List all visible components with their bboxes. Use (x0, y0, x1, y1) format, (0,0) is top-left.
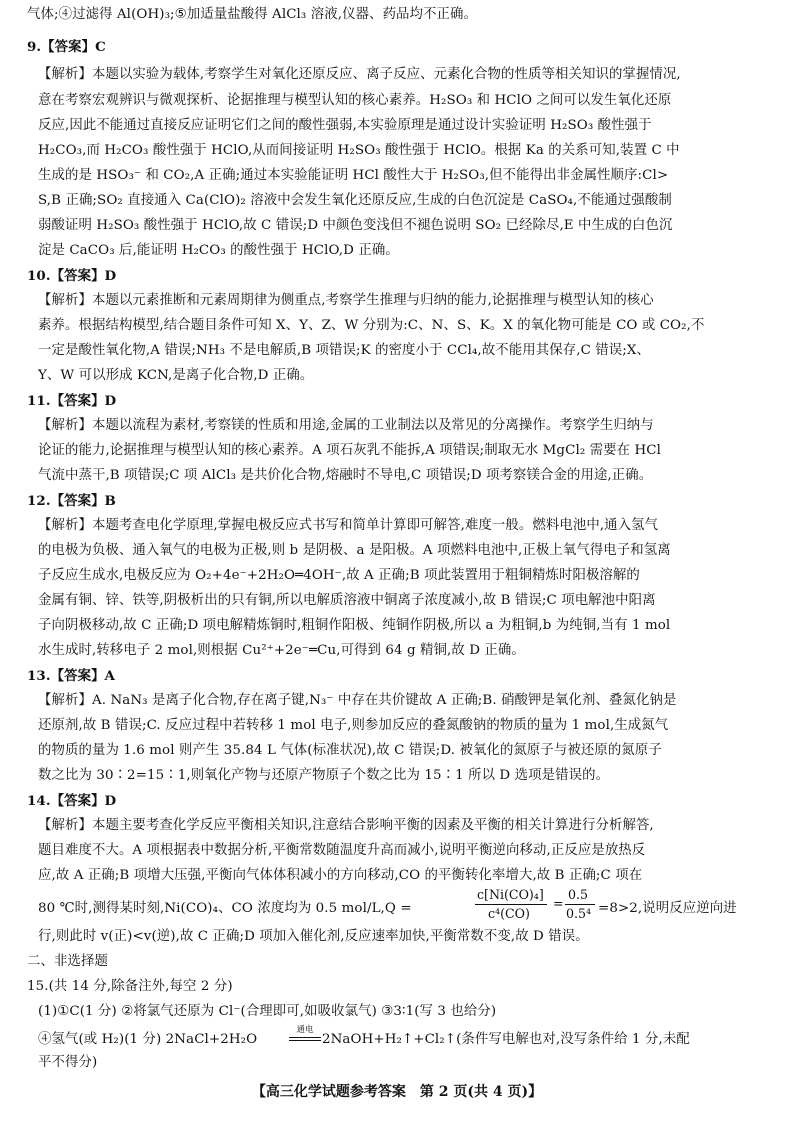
text-line: 弱酸证明 H₂SO₃ 酸性强于 HClO,故 C 错误;D 中颜色变浅但不褪色说明 SO₂ 已经除尽,E 中生成的白色沉 (38, 218, 673, 233)
text-line: 水生成时,转移电子 2 mol,则根据 Cu²⁺+2e⁻═Cu,可得到 64 g 精铜,故 D 正确。 (38, 643, 525, 658)
text-line: 平不得分) (38, 1055, 98, 1070)
text-line: 气体;④过滤得 Al(OH)₃;⑤加适量盐酸得 AlCl₃ 溶液,仪器、药品均不正确。 (27, 7, 478, 22)
text-line: 数之比为 30∶2=15∶1,则氧化产物与还原产物原子个数之比为 15∶1 所以 D 选项是错误的。 (38, 768, 610, 783)
equation-arrow-line (289, 1037, 321, 1038)
text-line: 生成的是 HSO₃⁻ 和 CO₂,A 正确;通过本实验能证明 HCl 酸性大于 H₂SO₃,但不能得出非金属性顺序:Cl> (38, 168, 669, 183)
text-line: 素养。根据结构模型,结合题目条件可知 X、Y、Z、W 分别为:C、N、S、K。X 的氧化物可能是 CO 或 CO₂,不 (38, 318, 705, 333)
formula-line-prefix: 80 ℃时,测得某时刻,Ni(CO)₄、CO 浓度均为 0.5 mol/L,Q = (38, 901, 412, 916)
text-line: 金属有铜、锌、铁等,阴极析出的只有铜,所以电解质溶液中铜离子浓度减小,故 B 错误;C 项电解池中阳离 (38, 593, 656, 608)
section-heading: 二、非选择题 (27, 954, 108, 969)
text-line: 【解析】本题以流程为素材,考察镁的性质和用途,金属的工业制法以及常见的分离操作。考察学生归纳与 (38, 418, 654, 433)
equation-line-suffix: 2NaOH+H₂↑+Cl₂↑(条件写电解也对,没写条件给 1 分,未配 (322, 1032, 690, 1047)
text-line: 气流中蒸干,B 项错误;C 项 AlCl₃ 是共价化合物,熔融时不导电,C 项错误;D 项考察镁合金的用途,正确。 (38, 468, 653, 483)
answer-heading-10: 10.【答案】D (27, 268, 117, 284)
text-line: 的物质的量为 1.6 mol 则产生 35.84 L 气体(标准状况),故 C 错误;D. 被氧化的氮原子与被还原的氮原子 (38, 743, 662, 758)
text-line: S,B 正确;SO₂ 直接通入 Ca(ClO)₂ 溶液中会发生氧化还原反应,生成的白色沉淀是 CaSO₄,不能通过强酸制 (38, 193, 672, 208)
text-line: 题目难度不大。A 项根据表中数据分析,平衡常数随温度升高而减小,说明平衡逆向移动,正反应是放热反 (38, 843, 646, 858)
answer-heading-13: 13.【答案】A (27, 668, 116, 684)
text-line: (1)①C(1 分) ②将氯气还原为 Cl⁻(合理即可,如吸收氯气) ③3∶1(写 3 也给分) (38, 1004, 497, 1019)
text-line: 应,故 A 正确;B 项增大压强,平衡向气体体积减小的方向移动,CO 的平衡转化率增大,故 B 正确;C 项在 (38, 868, 643, 883)
fraction-denominator-value: 0.5⁴ (566, 906, 592, 921)
answer-heading-14: 14.【答案】D (27, 793, 117, 809)
text-line: 【解析】本题以元素推断和元素周期律为侧重点,考察学生推理与归纳的能力,论据推理与模型认知的核心 (38, 293, 654, 308)
fraction-equals: = (553, 896, 564, 911)
text-line: 一定是酸性氧化物,A 错误;NH₃ 不是电解质,B 项错误;K 的密度小于 CCl₄,故不能用其保存,C 错误;X、 (38, 343, 650, 358)
question-heading-15: 15.(共 14 分,除备注外,每空 2 分) (27, 979, 233, 994)
text-line: 子向阴极移动,故 C 正确;D 项电解精炼铜时,粗铜作阳极、纯铜作阴极,所以 a 为粗铜,b 为纯铜,当有 1 mol (38, 618, 671, 633)
text-line: 【解析】本题主要考查化学反应平衡相关知识,注意结合影响平衡的因素及平衡的相关计算进行分析解答, (38, 818, 654, 833)
formula-line-suffix: =8>2,说明反应逆向进 (598, 901, 737, 916)
answer-heading-12: 12.【答案】B (27, 493, 116, 509)
text-line: 的电极为负极、通入氧气的电极为正极,则 b 是阴极、a 是阳极。A 项燃料电池中,正极上氧气得电子和氢离 (38, 543, 671, 558)
fraction-numerator-q: c[Ni(CO)₄] (477, 887, 544, 902)
fraction-bar (475, 904, 547, 905)
text-line: 淀是 CaCO₃ 后,能证明 H₂CO₃ 的酸性强于 HClO,D 正确。 (38, 243, 399, 258)
text-line: 论证的能力,论据推理与模型认知的核心素养。A 项石灰乳不能拆,A 项错误;制取无水 MgCl₂ 需要在 HCl (38, 443, 661, 458)
reaction-condition: 通电 (296, 1025, 314, 1035)
text-line: 【解析】本题考查电化学原理,掌握电极反应式书写和简单计算即可解答,难度一般。燃料电池中,通入氢气 (38, 518, 659, 533)
answer-heading-9: 9.【答案】C (27, 39, 106, 55)
answer-heading-11: 11.【答案】D (27, 393, 117, 409)
equation-line-prefix: ④氢气(或 H₂)(1 分) 2NaCl+2H₂O (38, 1032, 258, 1047)
text-line: 子反应生成水,电极反应为 O₂+4e⁻+2H₂O═4OH⁻,故 A 正确;B 项此装置用于粗铜精炼时阳极溶解的 (38, 568, 640, 583)
text-line: 行,则此时 v(正)<v(逆),故 C 正确;D 项加入催化剂,反应速率加快,平衡常数不变,故 D 错误。 (38, 929, 589, 944)
page-footer: 【高三化学试题参考答案 第 2 页(共 4 页)】 (251, 1084, 543, 1100)
text-line: 意在考察宏观辨识与微观探析、论据推理与模型认知的核心素养。H₂SO₃ 和 HClO 之间可以发生氧化还原 (38, 93, 672, 108)
fraction-denominator-q: c⁴(CO) (488, 906, 530, 921)
equation-arrow-line (289, 1040, 321, 1041)
fraction-numerator-value: 0.5 (568, 887, 589, 902)
text-line: 还原剂,故 B 错误;C. 反应过程中若转移 1 mol 电子,则参加反应的叠氮酸钠的物质的量为 1 mol,生成氮气 (38, 718, 669, 733)
text-line: Y、W 可以形成 KCN,是离子化合物,D 正确。 (38, 368, 314, 383)
text-line: 反应,因此不能通过直接反应证明它们之间的酸性强弱,本实验原理是通过设计实验证明 H₂SO₃ 酸性强于 (38, 118, 652, 133)
text-line: 【解析】A. NaN₃ 是离子化合物,存在离子键,N₃⁻ 中存在共价键故 A 正确;B. 硝酸钾是氧化剂、叠氮化钠是 (38, 693, 677, 708)
text-line: 【解析】本题以实验为载体,考察学生对氧化还原反应、离子反应、元素化合物的性质等相关知识的掌握情况, (38, 67, 681, 82)
fraction-bar (565, 904, 595, 905)
text-line: H₂CO₃,而 H₂CO₃ 酸性强于 HClO,从而间接证明 H₂SO₃ 酸性强于 HClO。根据 Ka 的关系可知,装置 C 中 (38, 143, 680, 158)
